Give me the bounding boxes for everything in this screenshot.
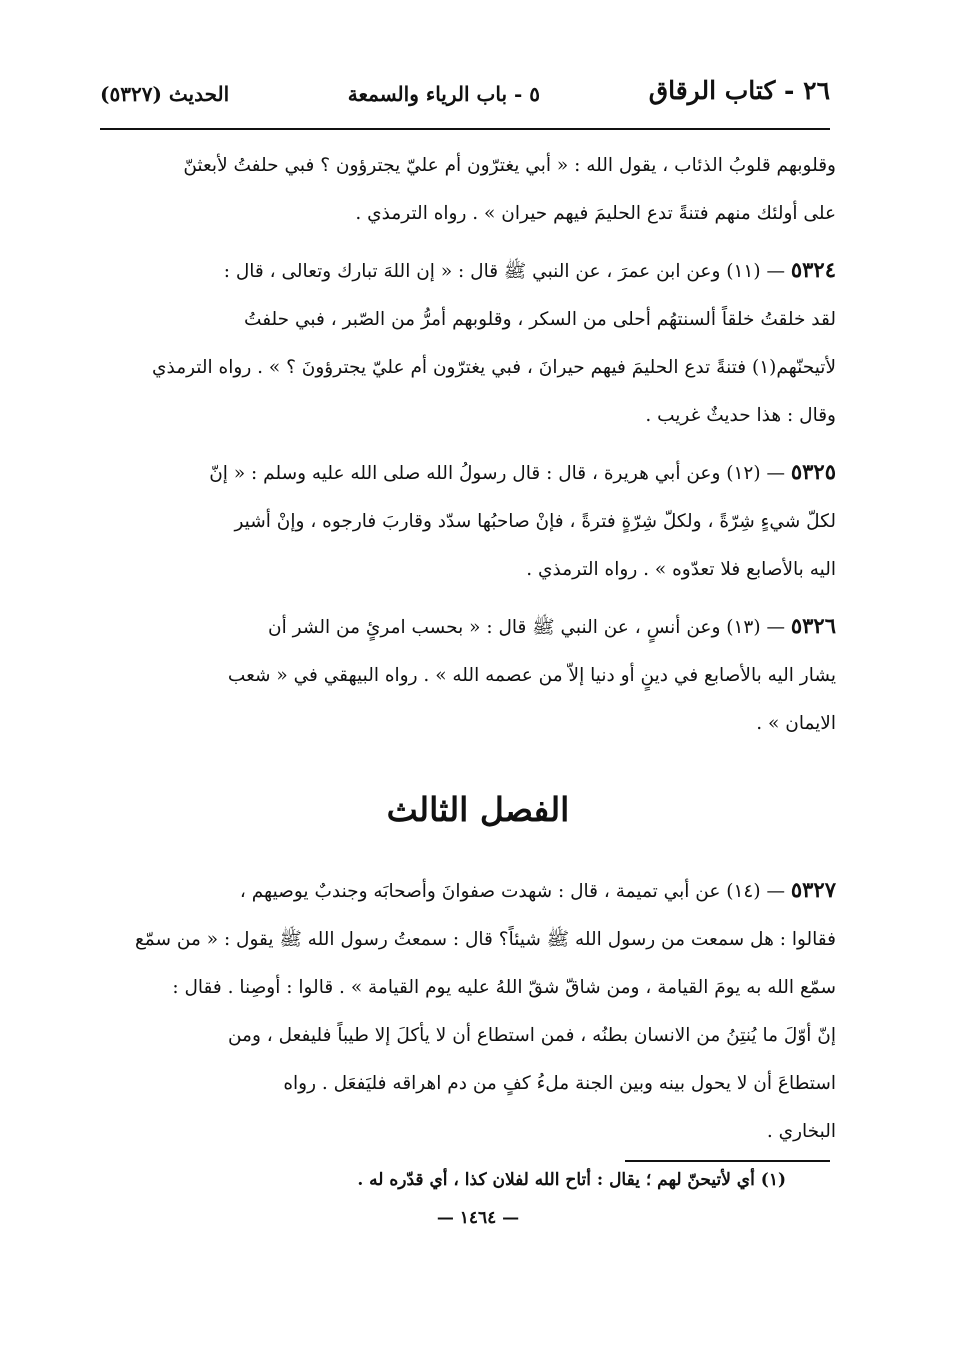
paragraph-continuation [124,142,836,238]
footnote-divider [625,1160,830,1162]
hadith-number: ٥٣٢٤ [790,257,836,282]
text-line: فقالوا : هل سمعت من رسول الله ﷺ شيئاً؟ قال : سمعتُ رسول الله ﷺ يقول : « من سمّع [134,929,836,950]
text-line: البخاري . [766,1121,836,1142]
book-chapter-title: ٢٦ - كتاب الرقاق [648,76,830,105]
text-line: — (١٤) عن أبي تميمة ، قال : شهدت صفوانَ وأصحابَه وجندبٌ يوصيهم ، [239,881,785,902]
text-line: سمّع الله به يومَ القيامة ، ومن شاقّ شقّ اللهُ عليه يوم القيامة » . قالوا : أوصِنا . فقال : [172,977,836,998]
section-chapter-title: ٥ - باب الرياء والسمعة [347,82,540,106]
text-line: وقال : هذا حديثٌ غريب . [645,405,836,426]
hadith-number: ٥٣٢٥ [790,459,836,484]
page-number: — ١٤٦٤ — [436,1208,520,1228]
text-line: يشار اليه بالأصابع في دينٍ أو دنيا إلاّ من عصمه الله » . رواه البيهقي في « شعب [227,665,836,686]
text-line: — (١١) وعن ابن عمرَ ، عن النبي ﷺ قال : « إن اللهَ تبارك وتعالى ، قال : [223,261,785,282]
hadith-paragraph [124,866,836,1156]
main-text [124,142,836,748]
section-text [124,866,836,1156]
hadith-paragraph [124,602,836,748]
text-line: على أولئك منهم فتنةً تدع الحليمَ فيهم حيران » . رواه الترمذي . [355,203,836,224]
page-header [100,72,830,130]
text-line: وقلوبهم قلوبُ الذئاب ، يقول الله : « أبي يغترّون أم عليّ يجترؤون ؟ فبي حلفتُ لأبعثنّ [183,155,836,176]
text-line: لأتيحنّهم(١) فتنةً تدع الحليمَ فيهم حيرانَ ، فبي يغترّون أم عليّ يجترؤونَ ؟ » . رواه الترمذي [152,357,836,378]
text-line: اليه بالأصابع فلا تعدّوه » . رواه الترمذي . [526,559,836,580]
hadith-number: ٥٣٢٧ [790,877,836,902]
text-line: — (١٢) وعن أبي هريرة ، قال : قال رسولُ الله صلى الله عليه وسلم : « إنّ [209,463,785,484]
hadith-paragraph [124,246,836,440]
hadith-number-header: الحديث (٥٣٢٧) [100,82,230,106]
text-line: — (١٣) وعن أنسٍ ، عن النبي ﷺ قال : « بحسب امرئٍ من الشر أن [268,617,785,638]
section-heading: الفصل الثالث [386,790,570,829]
text-line: لكلّ شيءٍ شِرّةً ، ولكلّ شِرّةٍ فترةً ، فإنْ صاحبُها سدّد وقاربَ فارجوه ، وإنْ أشير [234,511,836,532]
text-line: الايمان » . [756,713,836,734]
text-line: إنّ أوّلَ ما يُنتِنُ من الانسان بطنُه ، فمن استطاع أن لا يأكلَ إلا طيباً فليفعل ، ومن [227,1025,836,1046]
hadith-paragraph [124,448,836,594]
footnote: (١) أي لأتيحنّ لهم ؛ يقال : أتاح الله لفلان كذا ، أي قدّره له . [357,1170,786,1190]
text-line: استطاعَ أن لا يحول بينه وبين الجنة ملءُ كفٍ من دم اهراقه فليَفعَل . رواه [283,1073,836,1094]
text-line: لقد خلقتُ خلقاً ألسنتهُم أحلى من السكر ، وقلوبهم أمرُّ من الصّبر ، فبي حلفتُ [244,309,836,330]
hadith-number: ٥٣٢٦ [790,613,836,638]
